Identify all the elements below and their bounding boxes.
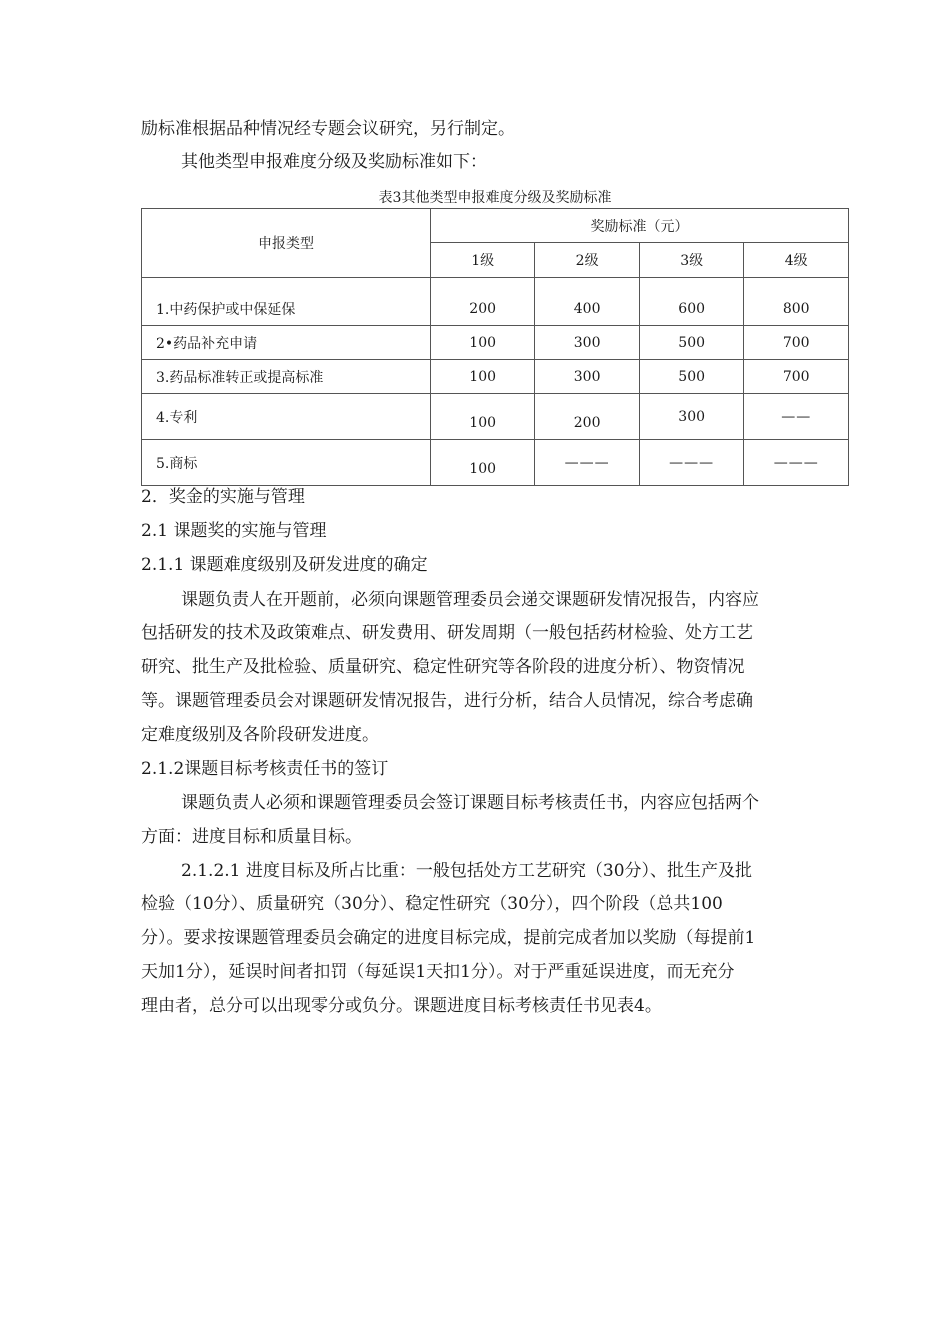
level-header: 3级	[639, 243, 744, 278]
cell-value: 200	[430, 278, 534, 326]
cell-value: 800	[744, 278, 849, 326]
cell-value: 700	[744, 360, 849, 394]
reward-table	[141, 208, 849, 486]
paragraph-line: 分）。要求按课题管理委员会确定的进度目标完成，提前完成者加以奖励（每提前1	[141, 928, 756, 948]
cell-value: ——	[744, 394, 849, 440]
paragraph-line: 检验（10分）、质量研究（30分）、稳定性研究（30分），四个阶段（总共100	[141, 894, 723, 914]
paragraph-line: 定难度级别及各阶段研发进度。	[141, 725, 379, 745]
cell-value: 500	[639, 326, 744, 360]
section-heading: 2．奖金的实施与管理	[141, 487, 305, 507]
paragraph-line: 课题负责人必须和课题管理委员会签订课题目标考核责任书，内容应包括两个	[181, 793, 759, 813]
table-row	[142, 278, 849, 326]
cell-value: 500	[639, 360, 744, 394]
paragraph-line: 方面：进度目标和质量目标。	[141, 827, 362, 847]
cell-value: 700	[744, 326, 849, 360]
header-reward: 奖励标准（元）	[430, 209, 848, 243]
header-type: 申报类型	[142, 209, 431, 278]
paragraph-line: 2.1.2.1 进度目标及所占比重：一般包括处方工艺研究（30分）、批生产及批	[181, 861, 753, 881]
row-type: 2•药品补充申请	[142, 326, 431, 360]
section-heading: 2.1.1 课题难度级别及研发进度的确定	[141, 555, 428, 575]
paragraph-line: 天加1分），延误时间者扣罚（每延误1天扣1分）。对于严重延误进度，而无充分	[141, 962, 735, 982]
row-type: 1.中药保护或中保延保	[142, 278, 431, 326]
paragraph-line: 理由者，总分可以出现零分或负分。课题进度目标考核责任书见表4。	[141, 996, 662, 1016]
table-row	[142, 394, 849, 440]
level-header: 4级	[744, 243, 849, 278]
cell-value: ———	[744, 440, 849, 486]
cell-value: 300	[535, 326, 640, 360]
paragraph-line: 包括研发的技术及政策难点、研发费用、研发周期（一般包括药材检验、处方工艺	[141, 623, 753, 643]
cell-value: ———	[639, 440, 744, 486]
row-type: 4.专利	[142, 394, 431, 440]
row-type: 5.商标	[142, 440, 431, 486]
row-type: 3.药品标准转正或提高标准	[142, 360, 431, 394]
table-header-row	[142, 209, 849, 243]
table-caption: 表3其他类型申报难度分级及奖励标准	[378, 190, 612, 206]
table-row	[142, 326, 849, 360]
cell-value: 600	[639, 278, 744, 326]
table-row	[142, 360, 849, 394]
level-header: 2级	[535, 243, 640, 278]
cell-value: 100	[430, 360, 534, 394]
cell-value: 100	[430, 394, 534, 440]
section-heading: 2.1.2课题目标考核责任书的签订	[141, 759, 389, 779]
cell-value: 200	[535, 394, 640, 440]
cell-value: 300	[535, 360, 640, 394]
cell-value: ———	[535, 440, 640, 486]
cell-value: 100	[430, 440, 534, 486]
paragraph-top: 励标准根据品种情况经专题会议研究，另行制定。	[141, 119, 515, 139]
paragraph-line: 研究、批生产及批检验、质量研究、稳定性研究等各阶段的进度分析）、物资情况	[141, 657, 745, 677]
paragraph-line: 等。课题管理委员会对课题研发情况报告，进行分析，结合人员情况，综合考虑确	[141, 691, 753, 711]
section-heading: 2.1 课题奖的实施与管理	[141, 521, 327, 541]
cell-value: 100	[430, 326, 534, 360]
cell-value: 400	[535, 278, 640, 326]
paragraph-line: 课题负责人在开题前，必须向课题管理委员会递交课题研发情况报告，内容应	[181, 590, 759, 610]
cell-value: 300	[639, 394, 744, 440]
table-row	[142, 440, 849, 486]
paragraph-intro: 其他类型申报难度分级及奖励标准如下：	[181, 152, 487, 172]
level-header: 1级	[430, 243, 534, 278]
